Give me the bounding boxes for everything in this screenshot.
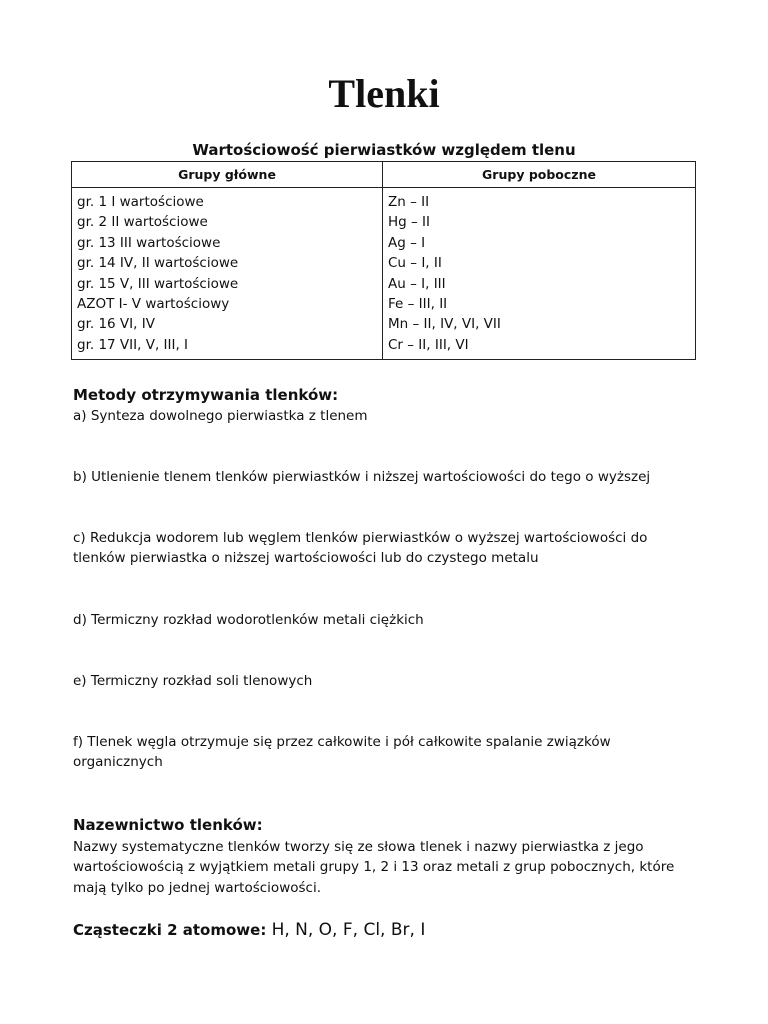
table-caption: Wartościowość pierwiastków względem tlenu xyxy=(192,141,576,159)
main-groups-cell xyxy=(72,188,383,360)
side-group-line: Fe – III, II xyxy=(388,296,448,313)
nomenclature-text: Nazwy systematyczne tlenków tworzy się ze słowa tlenek i nazwy pierwiastka z jego wartościowością z wyjątkiem metali grupy 1, 2 i 13 oraz metali z grup pobocznych, które mają tylko po jednej wartościowości. xyxy=(73,839,675,896)
side-group-line: Au – I, III xyxy=(388,275,446,292)
side-group-line: Cu – I, II xyxy=(388,255,442,272)
side-group-line: Hg – II xyxy=(388,214,431,231)
diatomic-molecules xyxy=(73,918,425,942)
main-group-line: gr. 13 III wartościowe xyxy=(77,234,221,251)
diatomic-list: H, N, O, F, Cl, Br, I xyxy=(271,920,426,940)
nomenclature-heading: Nazewnictwo tlenków: xyxy=(73,816,263,834)
header-main-groups: Grupy główne xyxy=(72,162,383,188)
method-d: d) Termiczny rozkład wodorotlenków metali ciężkich xyxy=(73,612,424,628)
side-group-line: Mn – II, IV, VI, VII xyxy=(388,316,501,333)
main-group-line: gr. 17 VII, V, III, I xyxy=(77,336,189,353)
method-f: f) Tlenek węgla otrzymuje się przez całkowite i pół całkowite spalanie związków organicznych xyxy=(73,734,611,771)
methods-heading: Metody otrzymywania tlenków: xyxy=(73,386,339,404)
method-b: b) Utlenienie tlenem tlenków pierwiastków i niższej wartościowości do tego o wyższej xyxy=(73,469,651,485)
main-group-line: gr. 15 V, III wartościowe xyxy=(77,275,239,292)
side-group-line: Ag – I xyxy=(388,234,426,251)
valence-table xyxy=(71,161,696,360)
method-a: a) Synteza dowolnego pierwiastka z tlenem xyxy=(73,408,368,424)
main-group-line: gr. 14 IV, II wartościowe xyxy=(77,255,239,272)
diatomic-label: Cząsteczki 2 atomowe: xyxy=(73,921,267,939)
method-c: c) Redukcja wodorem lub węglem tlenków pierwiastków o wyższej wartościowości do tlenków pierwiastka o niższej wartościowości lub do czystego metalu xyxy=(73,530,648,567)
page-title: Tlenki xyxy=(328,71,440,116)
side-group-line: Cr – II, III, VI xyxy=(388,336,469,353)
main-group-line: gr. 2 II wartościowe xyxy=(77,214,208,231)
method-e: e) Termiczny rozkład soli tlenowych xyxy=(73,673,313,689)
side-groups-cell xyxy=(383,188,696,360)
header-side-groups: Grupy poboczne xyxy=(383,162,696,188)
main-group-line: AZOT I- V wartościowy xyxy=(77,296,230,313)
main-group-line: gr. 1 I wartościowe xyxy=(77,194,204,210)
side-group-line: Zn – II xyxy=(388,194,430,210)
main-group-line: gr. 16 VI, IV xyxy=(77,316,155,333)
